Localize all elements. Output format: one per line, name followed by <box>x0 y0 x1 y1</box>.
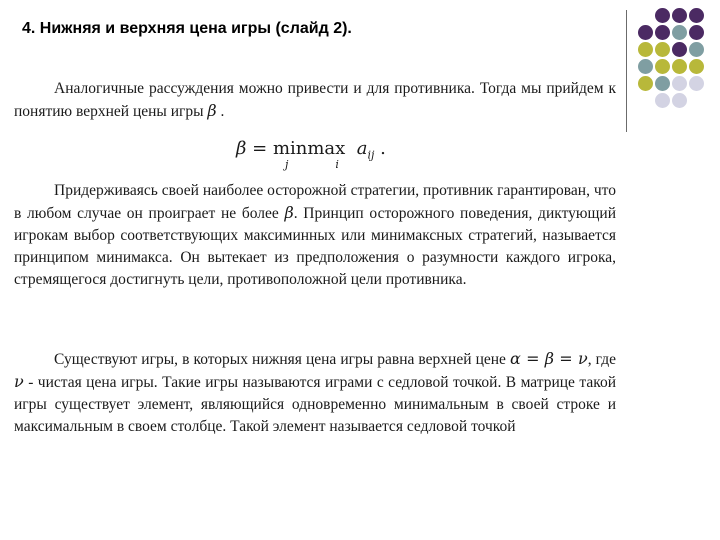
dot-teal <box>655 76 670 91</box>
formula-a-subscript: ij <box>367 148 375 162</box>
paragraph-text: Придерживаясь своей наиболее осторожной стратегии, противник гарантирован, что в любом случае он проиграет не более <box>14 182 616 222</box>
dot-teal <box>638 59 653 74</box>
dot-purple <box>655 8 670 23</box>
dot-olive <box>638 76 653 91</box>
dot-olive <box>672 59 687 74</box>
formula-min-text: min <box>272 138 308 159</box>
dot-lavender <box>672 76 687 91</box>
formula-equals: = <box>246 138 273 159</box>
dot-olive <box>655 42 670 57</box>
paragraph-saddle-point <box>14 348 616 438</box>
paragraph-upper-price <box>14 78 616 123</box>
paragraph-text: , где <box>587 351 617 368</box>
dot-purple <box>689 25 704 40</box>
paragraph-end: . <box>216 103 225 120</box>
paragraph-text: Существуют игры, в которых нижняя цена игры равна верхней цене <box>54 351 506 368</box>
formula-min-subscript: j <box>284 158 289 171</box>
nu-symbol: ν <box>14 372 24 391</box>
minmax-formula <box>236 138 386 171</box>
dot-purple <box>672 42 687 57</box>
alpha-beta-nu-equation: α = β = ν <box>510 349 588 368</box>
formula-max-subscript: i <box>335 158 339 171</box>
dot-lavender <box>672 93 687 108</box>
decorative-dot-grid <box>638 8 704 108</box>
formula-max-text: max <box>307 138 346 159</box>
dot-olive <box>638 42 653 57</box>
divider-line <box>626 10 627 132</box>
formula-a: a <box>356 138 368 159</box>
formula-max-operator <box>307 138 346 171</box>
formula-beta: β <box>236 138 247 159</box>
dot-purple <box>689 8 704 23</box>
dot-teal <box>689 42 704 57</box>
paragraph-minimax-principle <box>14 180 616 291</box>
dot-lavender <box>689 76 704 91</box>
formula-end: . <box>374 138 386 159</box>
paragraph-text-rest: . Принцип осторожного поведения, диктующий игрокам выбор соответствующих максиминных или минимаксных стратегий, называется принципом минимакса. Он вытекает из предположения о разумности каждого игрока, стремящегося достигнуть цели, противоположной цели противника. <box>14 205 616 288</box>
dot-olive <box>689 59 704 74</box>
slide-title: 4. Нижняя и верхняя цена игры (слайд 2). <box>22 20 352 37</box>
beta-symbol: β <box>207 101 217 120</box>
dot-empty <box>638 93 653 108</box>
dot-empty <box>638 8 653 23</box>
formula-min-operator <box>272 138 308 171</box>
dot-purple <box>655 25 670 40</box>
paragraph-text: - чистая цена игры. Такие игры называются играми с седловой точкой. В матрице такой игры существует элемент, являющийся одновременно минимальным в своей строке и максимальным в своем столбце. Такой элемент называется седловой точкой <box>14 374 617 435</box>
dot-empty <box>689 93 704 108</box>
paragraph-text: Аналогичные рассуждения можно привести и для противника. Тогда мы прийдем к понятию верхней цены игры <box>14 80 616 120</box>
dot-teal <box>672 25 687 40</box>
dot-olive <box>655 59 670 74</box>
dot-lavender <box>655 93 670 108</box>
dot-purple <box>672 8 687 23</box>
dot-purple <box>638 25 653 40</box>
beta-symbol: β <box>284 203 294 222</box>
formula-a-ij <box>356 138 375 162</box>
